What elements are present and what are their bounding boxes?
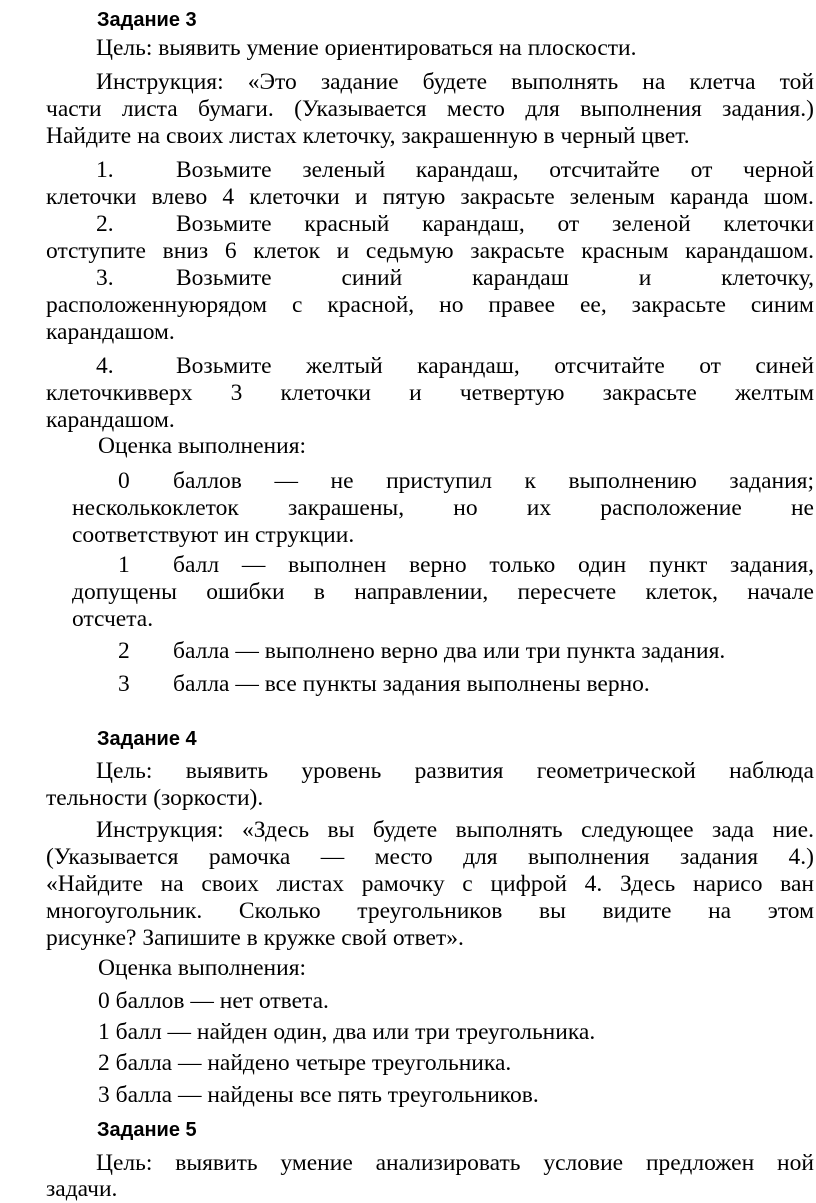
word: цифрой xyxy=(490,871,567,897)
step1-line1 xyxy=(176,157,814,183)
task5-title: Задание 5 xyxy=(97,1119,197,1141)
word: приступил xyxy=(386,468,492,494)
word: карандаш xyxy=(472,265,569,291)
score-number: 3 xyxy=(118,671,130,697)
word: анализировать xyxy=(375,1150,521,1176)
word: верно xyxy=(409,552,467,578)
word: Цель: xyxy=(96,1150,153,1176)
word: с xyxy=(291,292,303,318)
word: выявить xyxy=(185,758,269,784)
word: от xyxy=(557,211,580,237)
word: выполнения xyxy=(580,96,702,122)
word: синий xyxy=(341,265,403,291)
word: отсчитайте xyxy=(554,353,665,379)
word: черной xyxy=(743,157,814,183)
task4-instruction-line4 xyxy=(46,898,814,924)
word: и xyxy=(638,265,652,291)
task3-instruction-line1 xyxy=(96,69,814,95)
word: место xyxy=(446,96,505,122)
step-number: 3. xyxy=(96,265,114,291)
word: закрасьте xyxy=(460,184,555,210)
task4-instruction-line5: рисунке? Запишите в кружке свой ответ». xyxy=(46,925,464,951)
word: клеток, xyxy=(645,579,719,605)
word: треугольников xyxy=(357,898,503,924)
word: пункт xyxy=(648,552,708,578)
step-number: 1. xyxy=(96,157,114,183)
word: вниз xyxy=(162,238,209,264)
word: ее, xyxy=(579,292,607,318)
word: в xyxy=(313,579,325,605)
word: допущены xyxy=(72,579,177,605)
word: 4. xyxy=(584,871,603,897)
word: на xyxy=(642,69,666,95)
word: только xyxy=(489,552,556,578)
task4-score-1: 1 балл — найден один, два или три треугольника. xyxy=(98,1019,596,1045)
word: не xyxy=(330,468,354,494)
word: клеточки xyxy=(46,184,137,210)
score1-line3: отсчета. xyxy=(72,606,154,632)
score1-line2 xyxy=(72,579,814,605)
word: — xyxy=(274,468,298,494)
step3-line1 xyxy=(176,265,814,291)
word: карандаш, xyxy=(422,211,525,237)
word: части xyxy=(46,96,102,122)
word: выявить xyxy=(175,1150,258,1176)
word: выполнять xyxy=(455,817,563,843)
step2-line1 xyxy=(176,211,814,237)
task4-instruction-line2 xyxy=(46,844,814,870)
task4-goal-line2: тельности (зоркости). xyxy=(46,785,264,811)
word: задания xyxy=(680,844,759,870)
score3-text: балла — все пункты задания выполнены верно. xyxy=(173,671,650,697)
word: задания.) xyxy=(722,96,814,122)
word: от xyxy=(690,157,713,183)
word: синей xyxy=(755,353,814,379)
word: 3 xyxy=(230,380,243,406)
word: следующее xyxy=(581,817,694,843)
step4-line2 xyxy=(46,380,814,406)
word: Сколько xyxy=(238,898,321,924)
word: Цель: xyxy=(96,758,153,784)
word: геометрической xyxy=(536,758,696,784)
word: ван xyxy=(780,871,814,897)
word: 6 xyxy=(224,238,237,264)
task4-instruction-line3 xyxy=(46,871,814,897)
word: зада xyxy=(711,817,755,843)
word: 4.) xyxy=(788,844,814,870)
score0-line2 xyxy=(72,495,814,521)
word: — xyxy=(241,552,266,578)
task4-goal-line1 xyxy=(96,758,814,784)
word: (Указывается xyxy=(294,96,427,122)
word: каранда xyxy=(670,184,749,210)
word: будете xyxy=(422,69,488,95)
word: карандаш, xyxy=(417,353,520,379)
word: но xyxy=(453,495,478,521)
word: Возьмите xyxy=(176,157,272,183)
task4-title: Задание 4 xyxy=(97,728,197,750)
word: задания; xyxy=(729,468,814,494)
step3-line3: карандашом. xyxy=(46,319,175,345)
task3-goal: Цель: выявить умение ориентироваться на плоскости. xyxy=(96,35,637,61)
score1-line1 xyxy=(173,552,814,578)
word: к xyxy=(524,468,536,494)
word: — xyxy=(320,844,345,870)
task4-score-0: 0 баллов — нет ответа. xyxy=(98,988,329,1014)
word: бумаги. xyxy=(198,96,274,122)
word: клеточки xyxy=(280,380,371,406)
word: листах xyxy=(276,871,345,897)
word: и xyxy=(409,380,422,406)
word: задания, xyxy=(730,552,814,578)
word: и xyxy=(354,184,368,210)
word: синим xyxy=(750,292,814,318)
word: закрасьте xyxy=(602,380,697,406)
word: 4 xyxy=(222,184,235,210)
word: «Найдите xyxy=(46,871,143,897)
word: с xyxy=(462,871,473,897)
word: место xyxy=(374,844,433,870)
word: клеточки xyxy=(249,184,340,210)
word: вы xyxy=(539,898,566,924)
word: на xyxy=(160,871,184,897)
word: и xyxy=(336,238,350,264)
word: зеленой xyxy=(611,211,691,237)
word: Здесь xyxy=(619,871,676,897)
word: выполнять xyxy=(511,69,619,95)
word: условие xyxy=(543,1150,624,1176)
task4-instruction-line1 xyxy=(96,817,814,843)
word: клетча xyxy=(689,69,756,95)
word: «Здесь xyxy=(242,817,310,843)
word: желтым xyxy=(734,380,814,406)
word: Возьмите xyxy=(176,211,272,237)
word: их xyxy=(526,495,552,521)
word: задание xyxy=(320,69,399,95)
word: седьмую xyxy=(365,238,454,264)
step1-line2 xyxy=(46,184,814,210)
word: листа xyxy=(121,96,178,122)
word: для xyxy=(463,844,498,870)
word: ние. xyxy=(772,817,814,843)
word: на xyxy=(708,898,732,924)
word: карандаш, xyxy=(415,157,519,183)
step3-line2 xyxy=(46,292,814,318)
task5-goal-line2: задачи. xyxy=(46,1176,118,1202)
task3-title: Задание 3 xyxy=(97,9,197,31)
task4-score-2: 2 балла — найдено четыре треугольника. xyxy=(98,1050,512,1076)
task4-score-3: 3 балла — найдены все пять треугольников. xyxy=(98,1082,539,1108)
word: Возьмите xyxy=(176,265,272,291)
word: карандашом. xyxy=(685,238,814,264)
word: Инструкция: xyxy=(96,817,224,843)
word: выполнен xyxy=(288,552,387,578)
score2-text: балла — выполнено верно два или три пункта задания. xyxy=(173,638,726,664)
task5-goal-line1 xyxy=(96,1150,814,1176)
step-number: 2. xyxy=(96,211,114,237)
word: Возьмите xyxy=(176,353,272,379)
word: пятую xyxy=(382,184,446,210)
score0-line3: соответствуют ин струкции. xyxy=(72,522,355,548)
task3-evaluation-title: Оценка выполнения: xyxy=(98,433,307,459)
word: от xyxy=(699,353,721,379)
score0-line1 xyxy=(173,468,814,494)
score-number: 1 xyxy=(118,552,130,578)
word: красной, xyxy=(327,292,415,318)
word: расположеннуюрядом xyxy=(46,292,268,318)
word: для xyxy=(525,96,560,122)
task4-evaluation-title: Оценка выполнения: xyxy=(98,955,307,981)
word: закрашены, xyxy=(288,495,405,521)
word: наблюда xyxy=(729,758,814,784)
word: несколькоклеток xyxy=(72,495,239,521)
word: баллов xyxy=(173,468,242,494)
word: начале xyxy=(747,579,814,605)
word: нарисо xyxy=(692,871,763,897)
word: зеленый xyxy=(302,157,386,183)
word: видите xyxy=(602,898,672,924)
word: этом xyxy=(767,898,814,924)
word: выполнению xyxy=(568,468,697,494)
word: шом. xyxy=(763,184,814,210)
word: умение xyxy=(280,1150,353,1176)
word: многоугольник. xyxy=(46,898,203,924)
task3-instruction-line3: Найдите на своих листах клеточку, закрашенную в черный цвет. xyxy=(46,123,690,149)
word: выполнения xyxy=(527,844,650,870)
word: направлении, xyxy=(354,579,489,605)
task3-instruction-line2 xyxy=(46,96,814,122)
word: клеточкивверх xyxy=(46,380,193,406)
word: красным xyxy=(581,238,669,264)
word: желтый xyxy=(306,353,383,379)
word: но xyxy=(439,292,464,318)
word: ошибки xyxy=(206,579,285,605)
word: зеленым xyxy=(569,184,655,210)
word: уровень xyxy=(301,758,382,784)
score-number: 0 xyxy=(118,468,130,494)
word: клеточку, xyxy=(721,265,814,291)
word: правее xyxy=(488,292,555,318)
word: рамочка xyxy=(208,844,291,870)
word: своих xyxy=(201,871,259,897)
word: клеточки xyxy=(723,211,814,237)
word: четвертую xyxy=(459,380,565,406)
word: отсчитайте xyxy=(549,157,660,183)
word: закрасьте xyxy=(631,292,726,318)
step2-line2 xyxy=(46,238,814,264)
word: Инструкция: xyxy=(96,69,224,95)
word: отступите xyxy=(46,238,146,264)
word: (Указывается xyxy=(46,844,179,870)
step4-line3: карандашом. xyxy=(46,407,175,433)
step-number: 4. xyxy=(96,353,114,379)
score-number: 2 xyxy=(118,638,130,664)
word: предложен xyxy=(645,1150,755,1176)
word: рамочку xyxy=(361,871,445,897)
word: закрасьте xyxy=(470,238,565,264)
word: красный xyxy=(304,211,390,237)
word: той xyxy=(779,69,814,95)
word: влево xyxy=(151,184,208,210)
word: один xyxy=(577,552,627,578)
word: балл xyxy=(173,552,220,578)
word: клеток xyxy=(253,238,320,264)
word: ной xyxy=(777,1150,814,1176)
word: пересчете xyxy=(517,579,617,605)
word: не xyxy=(790,495,814,521)
step4-line1 xyxy=(176,353,814,379)
word: вы xyxy=(327,817,355,843)
word: будете xyxy=(372,817,438,843)
word: расположение xyxy=(600,495,742,521)
word: «Это xyxy=(247,69,297,95)
word: развития xyxy=(414,758,504,784)
